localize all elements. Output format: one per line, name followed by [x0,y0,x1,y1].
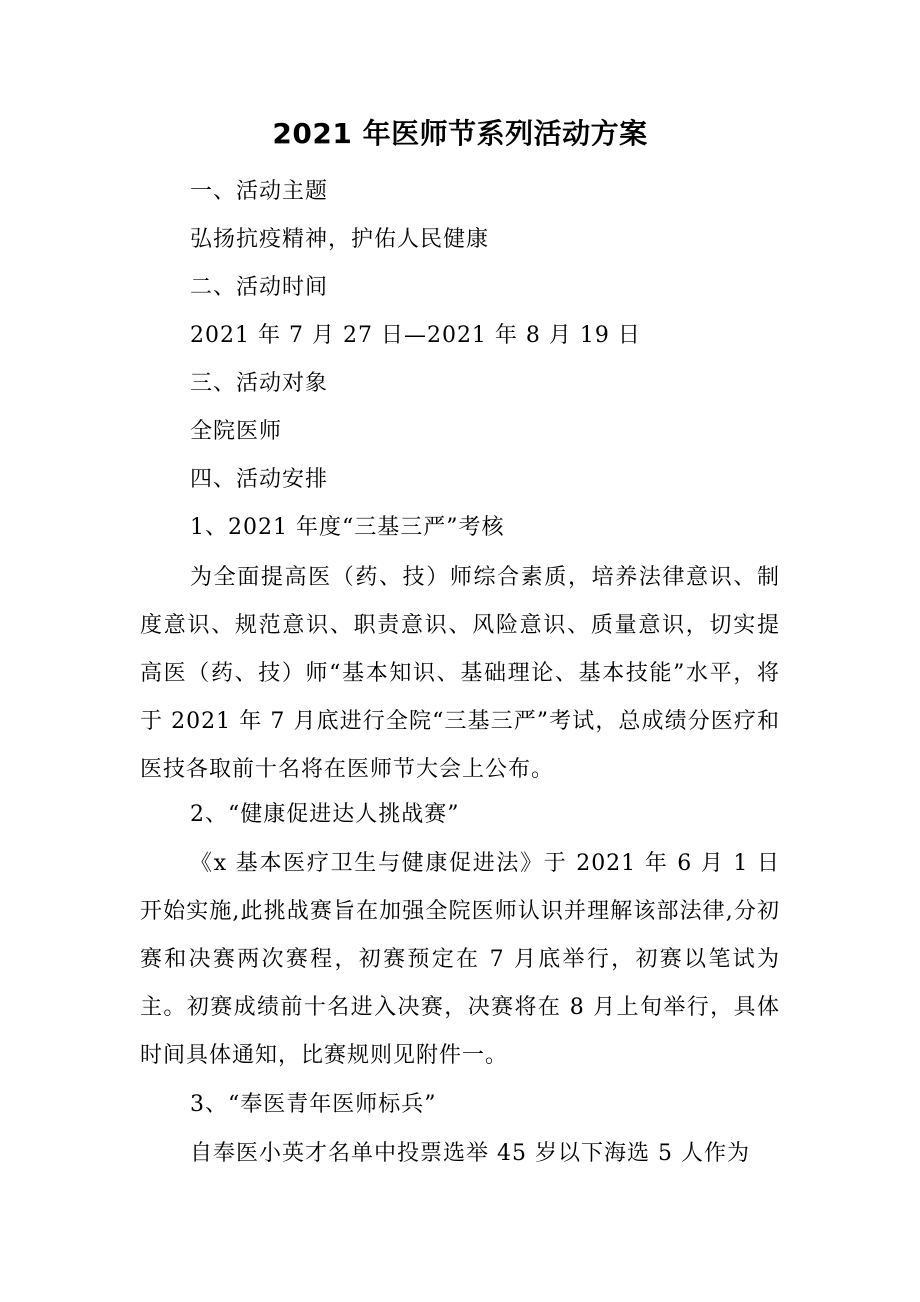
section-heading-arrangement: 四、活动安排 [190,467,329,492]
item3-paragraph: 自奉医小英才名单中投票选举 45 岁以下海选 5 人作为 [190,1141,750,1166]
item1-heading: 1、2021 年度“三基三严”考核 [190,515,505,540]
section-heading-target: 三、活动对象 [190,371,329,396]
item2-heading: 2、“健康促进达人挑战赛” [190,802,460,827]
theme-text: 弘扬抗疫精神，护佑人民健康 [190,227,490,252]
item3-heading: 3、“奉医青年医师标兵” [190,1092,437,1117]
document-title: 2021 年医师节系列活动方案 [272,117,648,150]
section-heading-time: 二、活动时间 [190,275,329,300]
section-heading-theme: 一、活动主题 [190,179,329,204]
target-text: 全院医师 [190,419,283,444]
time-text: 2021 年 7 月 27 日—2021 年 8 月 19 日 [190,323,641,348]
item1-paragraph: 为全面提高医（药、技）师综合素质，培养法律意识、制度意识、规范意识、职责意识、风险意识、质量意识，切实提高医（药、技）师“基本知识、基础理论、基本技能”水平，将于 2021 年 7 月底进行全院“三基三严”考试，总成绩分医疗和医技各取前十名将在医师节大会上公布。 [140,565,780,782]
item2-paragraph: 《x 基本医疗卫生与健康促进法》于 2021 年 6 月 1 日开始实施,此挑战赛旨在加强全院医师认识并理解该部法律,分初赛和决赛两次赛程，初赛预定在 7 月底举行，初赛以笔试为主。初赛成绩前十名进入决赛，决赛将在 8 月上旬举行，具体时间具体通知，比赛规则见附件一。 [140,851,780,1068]
